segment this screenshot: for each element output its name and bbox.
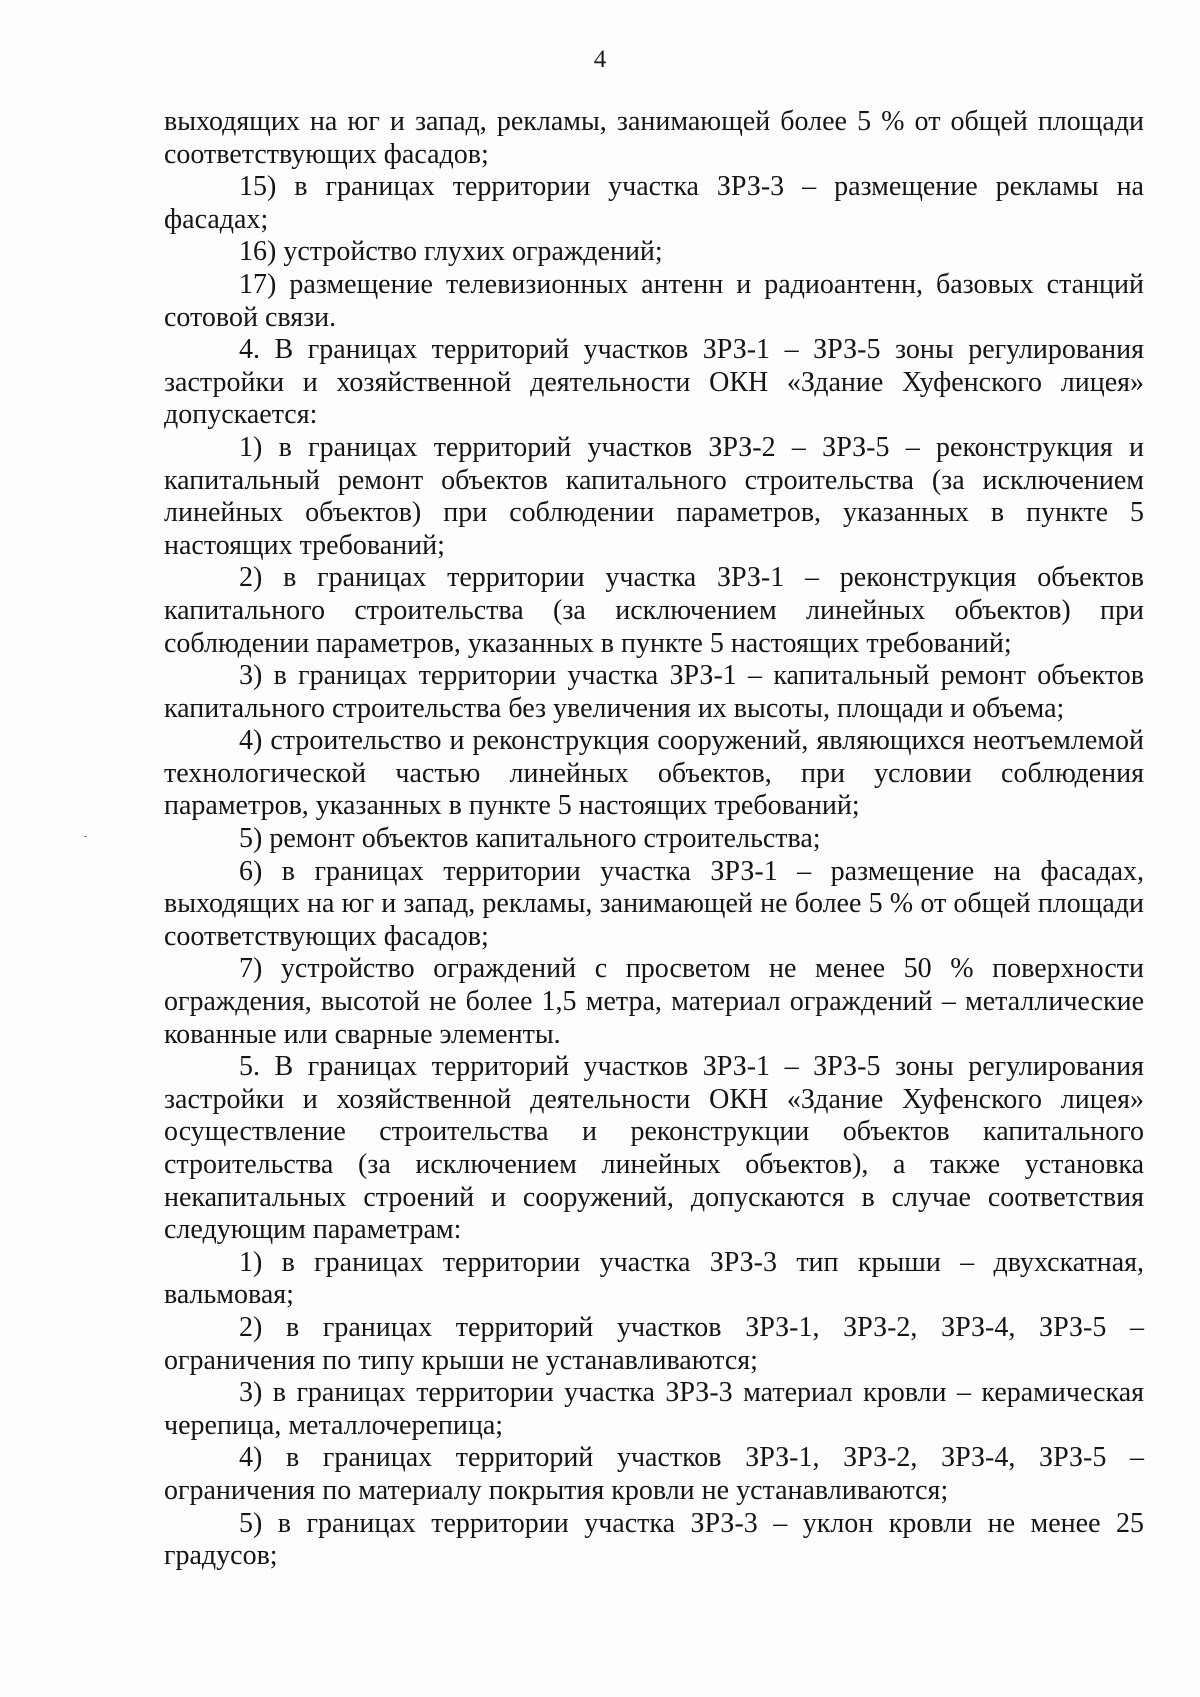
paragraph: 4. В границах территорий участков ЗРЗ-1 – ЗРЗ-5 зоны регулирования застройки и хозяйственной деятельности ОКН «Здание Хуфенского лицея» допускается:	[164, 334, 1144, 431]
paragraph: 4) строительство и реконструкция сооружений, являющихся неотъемлемой технологической частью линейных объектов, при условии соблюдения параметров, указанных в пункте 5 настоящих требований;	[164, 725, 1144, 822]
paragraph: 17) размещение телевизионных антенн и радиоантенн, базовых станций сотовой связи.	[164, 268, 1144, 333]
paragraph: 1) в границах территории участка ЗРЗ-3 тип крыши – двухскатная, вальмовая;	[164, 1246, 1144, 1311]
paragraph: 3) в границах территории участка ЗРЗ-1 – капитальный ремонт объектов капитального строительства без увеличения их высоты, площади и объема;	[164, 660, 1144, 724]
paragraph: 1) в границах территорий участков ЗРЗ-2 – ЗРЗ-5 – реконструкция и капитальный ремонт объектов капитального строительства (за исключением линейных объектов) при соблюдении параметров, указанных в пункте 5 настоящих требований;	[164, 431, 1144, 561]
paragraph: 6) в границах территории участка ЗРЗ-1 – размещение на фасадах, выходящих на юг и запад, рекламы, занимающей не более 5 % от общей площади соответствующих фасадов;	[164, 855, 1144, 952]
paragraph: 5) ремонт объектов капитального строительства;	[239, 823, 821, 855]
paragraph: 4) в границах территорий участков ЗРЗ-1, ЗРЗ-2, ЗРЗ-4, ЗРЗ-5 – ограничения по материалу покрытия кровли не устанавливаются;	[164, 1442, 1144, 1506]
paragraph: 16) устройство глухих ограждений;	[239, 236, 663, 268]
page-number: 4	[593, 46, 607, 73]
paragraph: 15) в границах территории участка ЗРЗ-3 – размещение рекламы на фасадах;	[164, 171, 1144, 235]
paragraph: 3) в границах территории участка ЗРЗ-3 материал кровли – керамическая черепица, металлочерепица;	[164, 1377, 1144, 1441]
paragraph: 2) в границах территории участка ЗРЗ-1 – реконструкция объектов капитального строительства (за исключением линейных объектов) при соблюдении параметров, указанных в пункте 5 настоящих требований;	[164, 562, 1144, 659]
paragraph: выходящих на юг и запад, рекламы, занимающей более 5 % от общей площади соответствующих фасадов;	[164, 106, 1144, 170]
scan-artifact	[84, 836, 87, 837]
paragraph: 5. В границах территорий участков ЗРЗ-1 – ЗРЗ-5 зоны регулирования застройки и хозяйственной деятельности ОКН «Здание Хуфенского лицея» осуществление строительства и реконструкции объектов капитального строительства (за исключением линейных объектов), а также установка некапитальных строений и сооружений, допускаются в случае соответствия следующим параметрам:	[164, 1051, 1144, 1246]
document-body	[164, 106, 1144, 1573]
paragraph: 2) в границах территорий участков ЗРЗ-1, ЗРЗ-2, ЗРЗ-4, ЗРЗ-5 – ограничения по типу крыши не устанавливаются;	[164, 1311, 1144, 1376]
paragraph: 7) устройство ограждений с просветом не менее 50 % поверхности ограждения, высотой не более 1,5 метра, материал ограждений – металлические кованные или сварные элементы.	[164, 953, 1144, 1050]
paragraph: 5) в границах территории участка ЗРЗ-3 – уклон кровли не менее 25 градусов;	[164, 1507, 1144, 1572]
